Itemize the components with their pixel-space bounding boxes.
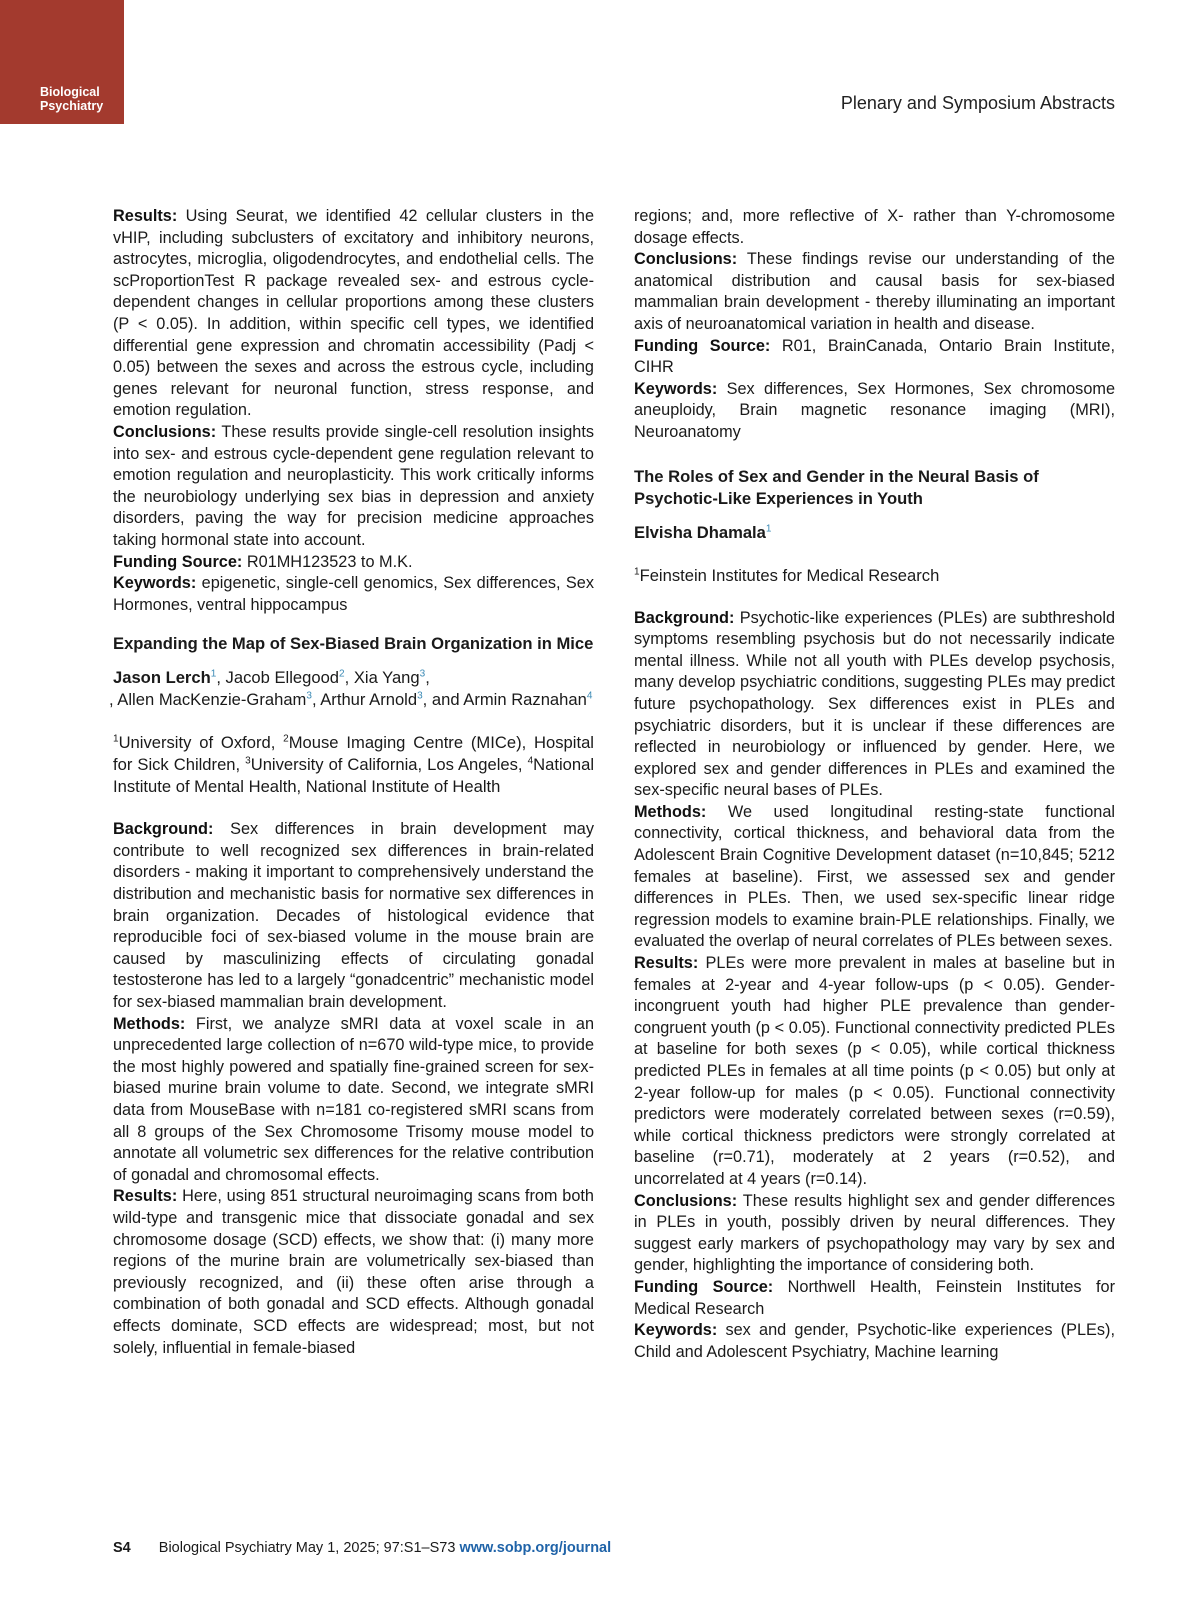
affiliation-marker: 4 <box>586 690 593 702</box>
keywords-text: sex and gender, Psychotic-like experiences (PLEs), Child and Adolescent Psychiatry, Machine learning <box>634 1321 1115 1361</box>
methods-label: Methods: <box>113 1014 186 1033</box>
affiliation-marker: 1 <box>634 566 640 577</box>
author: , Xia Yang <box>344 668 420 688</box>
background-label: Background: <box>634 608 735 627</box>
background-text: Psychotic-like experiences (PLEs) are subthreshold symptoms resembling psychosis but do not necessarily indicate mental illness. While not all youth with PLEs develop psychosis, many develop psychiatric conditions, suggesting PLEs may predict future psychopathology. Sex differences exist in PLEs and psychiatric disorders, but it is unclear if these differences are reflected in neurobiology or influenced by gender. Here, we explored sex and gender differences in PLEs and examined the sex-specific neural bases of PLEs. <box>634 608 1115 800</box>
affiliation-marker: 3 <box>306 690 312 702</box>
keywords-text: Sex differences, Sex Hormones, Sex chromosome aneuploidy, Brain magnetic resonance imaging (MRI), Neuroanatomy <box>634 379 1115 441</box>
background-paragraph-2 <box>113 819 594 1013</box>
journal-badge-text <box>40 85 103 113</box>
left-column <box>109 206 595 1359</box>
methods-text: First, we analyze sMRI data at voxel scale in an unprecedented large collection of n=670 wild-type mice, to provide the most highly powered and spatially fine-grained screen for sex-biased murine brain volume to date. Second, we integrate sMRI data from MouseBase with n=181 co-registered sMRI scans from all 8 groups of the Sex Chromosome Trisomy mouse model to annotate all volumetric sex differences for the relative contribution of gonadal and chromosomal effects. <box>113 1014 594 1184</box>
conclusions-label: Conclusions: <box>634 250 738 269</box>
funding-label: Funding Source: <box>113 552 243 571</box>
keywords-paragraph-1 <box>113 573 594 616</box>
page-footer <box>113 1540 611 1556</box>
page-number: S4 <box>113 1540 131 1556</box>
affiliation-marker: 4 <box>527 755 534 767</box>
affiliation-marker: 1 <box>113 733 119 745</box>
journal-badge <box>0 0 124 124</box>
affiliation-marker: 3 <box>417 690 423 702</box>
presenting-author: Elvisha Dhamala <box>634 522 766 542</box>
author: , Allen MacKenzie-Graham <box>109 690 307 710</box>
results-paragraph-3 <box>634 953 1115 1191</box>
author: , Jacob Ellegood <box>216 668 340 688</box>
methods-text: We used longitudinal resting-state functional connectivity, cortical thickness, and behavioral data from the Adolescent Brain Cognitive Development dataset (n=10,845; 5212 females at baseline). First, we assessed sex and gender differences in PLEs. Then, we used sex-specific linear ridge regression models to examine brain-PLE relationships. Finally, we evaluated the overlap of neural correlates of PLEs between sexes. <box>634 802 1115 951</box>
affiliation-marker: 3 <box>245 755 251 767</box>
funding-paragraph-1 <box>113 552 594 574</box>
funding-text: R01, BrainCanada, Ontario Brain Institute, CIHR <box>634 336 1115 377</box>
keywords-label: Keywords: <box>634 379 718 398</box>
affiliation: University of California, Los Angeles, <box>250 755 528 775</box>
affiliation-marker: 3 <box>419 668 426 680</box>
results-paragraph-1 <box>113 206 594 422</box>
affiliations-3 <box>634 565 1115 587</box>
background-paragraph-3 <box>634 608 1115 802</box>
results-continuation-2: regions; and, more reflective of X- rather than Y-chromosome dosage effects. <box>634 207 1115 247</box>
results-label: Results: <box>113 207 178 225</box>
conclusions-text: These findings revise our understanding of the anatomical distribution and causal basis for sex-biased mammalian brain development - thereby illuminating an important axis of neuroanatomical variation in health and disease. <box>634 250 1115 333</box>
funding-label: Funding Source: <box>634 336 771 355</box>
funding-label: Funding Source: <box>634 1277 774 1296</box>
author-list-2: Jason Lerch$^1$, Jacob Ellegood$^2$, Xia Yang$^3$, , Allen MacKenzie-Graham$^3$, Arthur Arnold$^3$, and Armin Raznahan$^4$ <box>109 668 593 710</box>
keywords-text: epigenetic, single-cell genomics, Sex differences, Sex Hormones, ventral hippocampus <box>113 574 594 614</box>
journal-citation: Biological Psychiatry May 1, 2025; 97:S1–S73 <box>158 1540 456 1556</box>
journal-badge-line1: Biological <box>40 85 100 99</box>
affiliation: University of Oxford, <box>118 733 284 753</box>
abstract-title-3: The Roles of Sex and Gender in the Neural Basis of Psychotic-Like Experiences in Youth <box>634 466 1039 508</box>
conclusions-label: Conclusions: <box>634 1191 738 1210</box>
results-label: Results: <box>113 1187 178 1206</box>
journal-url-link[interactable]: www.sobp.org/journal <box>459 1540 612 1556</box>
conclusions-paragraph-3 <box>634 1191 1115 1277</box>
methods-paragraph-2 <box>113 1014 594 1187</box>
author-list-3 <box>634 522 1115 544</box>
funding-text: R01MH123523 to M.K. <box>246 552 413 571</box>
conclusions-paragraph-2 <box>634 249 1115 335</box>
results-label: Results: <box>634 954 699 973</box>
affiliation: Feinstein Institutes for Medical Research <box>639 565 940 585</box>
right-column <box>634 206 1115 1363</box>
methods-paragraph-3 <box>634 802 1115 953</box>
background-label: Background: <box>113 820 214 839</box>
funding-paragraph-2 <box>634 336 1115 379</box>
affiliation-marker: 2 <box>339 668 345 680</box>
funding-paragraph-3 <box>634 1277 1115 1320</box>
journal-badge-line2: Psychiatry <box>40 99 104 113</box>
author: , and Armin Raznahan <box>422 690 587 710</box>
results-text: PLEs were more prevalent in males at baseline but in females at 2-year and 4-year follow-ups (p < 0.05). Gender-incongruent youth had higher PLE prevalence than gender-congruent youth (p < 0.05). Functional connectivity predicted PLEs at baseline for both sexes (p < 0.05), while cortical thickness predicted PLEs in females at all time points (p < 0.05) but only at 2-year follow-up for males (p < 0.05). Functional connectivity predictors were moderately correlated between sexes (r=0.59), while cortical thickness predictors were strongly correlated at baseline (r=0.71), moderately at 2 years (r=0.52), and uncorrelated at 4 years (r=0.14). <box>634 954 1116 1188</box>
results-text: Here, using 851 structural neuroimaging scans from both wild-type and transgenic mice that dissociate gonadal and sex chromosome dosage (SCD) effects, we show that: (i) many more regions of the murine brain are volumetrically sex-biased than previously recognized, and (ii) these often arise through a combination of both gonadal and SCD effects. Although gonadal effects dominate, SCD effects are widespread; most, but not solely, influential in female-biased <box>113 1187 594 1357</box>
funding-text: Northwell Health, Feinstein Institutes for Medical Research <box>634 1277 1115 1318</box>
affiliation: National Institute of Mental Health, National Institute of Health <box>113 755 595 797</box>
affiliation-marker: 1 <box>210 668 217 680</box>
background-text: Sex differences in brain development may contribute to well recognized sex differences in brain-related disorders - making it important to comprehensively understand the distribution and mechanistic basis for normative sex differences in brain organization. Decades of histological evidence that reproducible foci of sex-biased volume in the mouse brain are caused by masculinizing effects of circulating gonadal testosterone has led to a largely “gonadcentric” mechanistic model for sex-biased mammalian brain development. <box>113 820 594 1012</box>
section-title: Plenary and Symposium Abstracts <box>840 93 1115 113</box>
keywords-label: Keywords: <box>113 574 197 593</box>
affiliation-marker: 1 <box>765 523 772 534</box>
conclusions-text: These results provide single-cell resolution insights into sex- and estrous cycle-dependent gene regulation relevant to emotion regulation and neuroplasticity. This work critically informs the neurobiology underlying sex bias in depression and anxiety disorders, paving the way for precision medicine approaches taking hormonal state into account. <box>113 422 594 549</box>
methods-label: Methods: <box>634 802 707 821</box>
conclusions-paragraph-1 <box>113 422 594 552</box>
affiliations-2 <box>113 732 594 798</box>
conclusions-text: These results highlight sex and gender differences in PLEs in youth, possibly driven by neural differences. They suggest early markers of psychopathology may vary by sex and gender, highlighting the importance of considering both. <box>634 1191 1115 1275</box>
abstract-title-2: Expanding the Map of Sex-Biased Brain Organization in Mice <box>113 634 594 654</box>
results-paragraph-2 <box>113 1186 594 1359</box>
keywords-label: Keywords: <box>634 1321 718 1340</box>
affiliation: Mouse Imaging Centre (MICe), Hospital for Sick Children, <box>113 733 594 775</box>
keywords-paragraph-3 <box>634 1320 1115 1363</box>
author: , Arthur Arnold <box>311 690 418 710</box>
conclusions-label: Conclusions: <box>113 422 217 441</box>
results-text: Using Seurat, we identified 42 cellular clusters in the vHIP, including subclusters of excitatory and inhibitory neurons, astrocytes, microglia, oligodendrocytes, and endothelial cells. The scProportionTest R package revealed sex- and estrous cycle-dependent changes in cellular proportions among these clusters (P < 0.05). In addition, within specific cell types, we identified differential gene expression and chromatin accessibility (Padj < 0.05) between the sexes and across the estrous cycle, including genes relevant for neuronal function, stress response, and emotion regulation. <box>113 207 594 420</box>
presenting-author: Jason Lerch <box>113 668 211 688</box>
affiliation-marker: 2 <box>283 733 289 745</box>
keywords-paragraph-2 <box>634 379 1115 444</box>
